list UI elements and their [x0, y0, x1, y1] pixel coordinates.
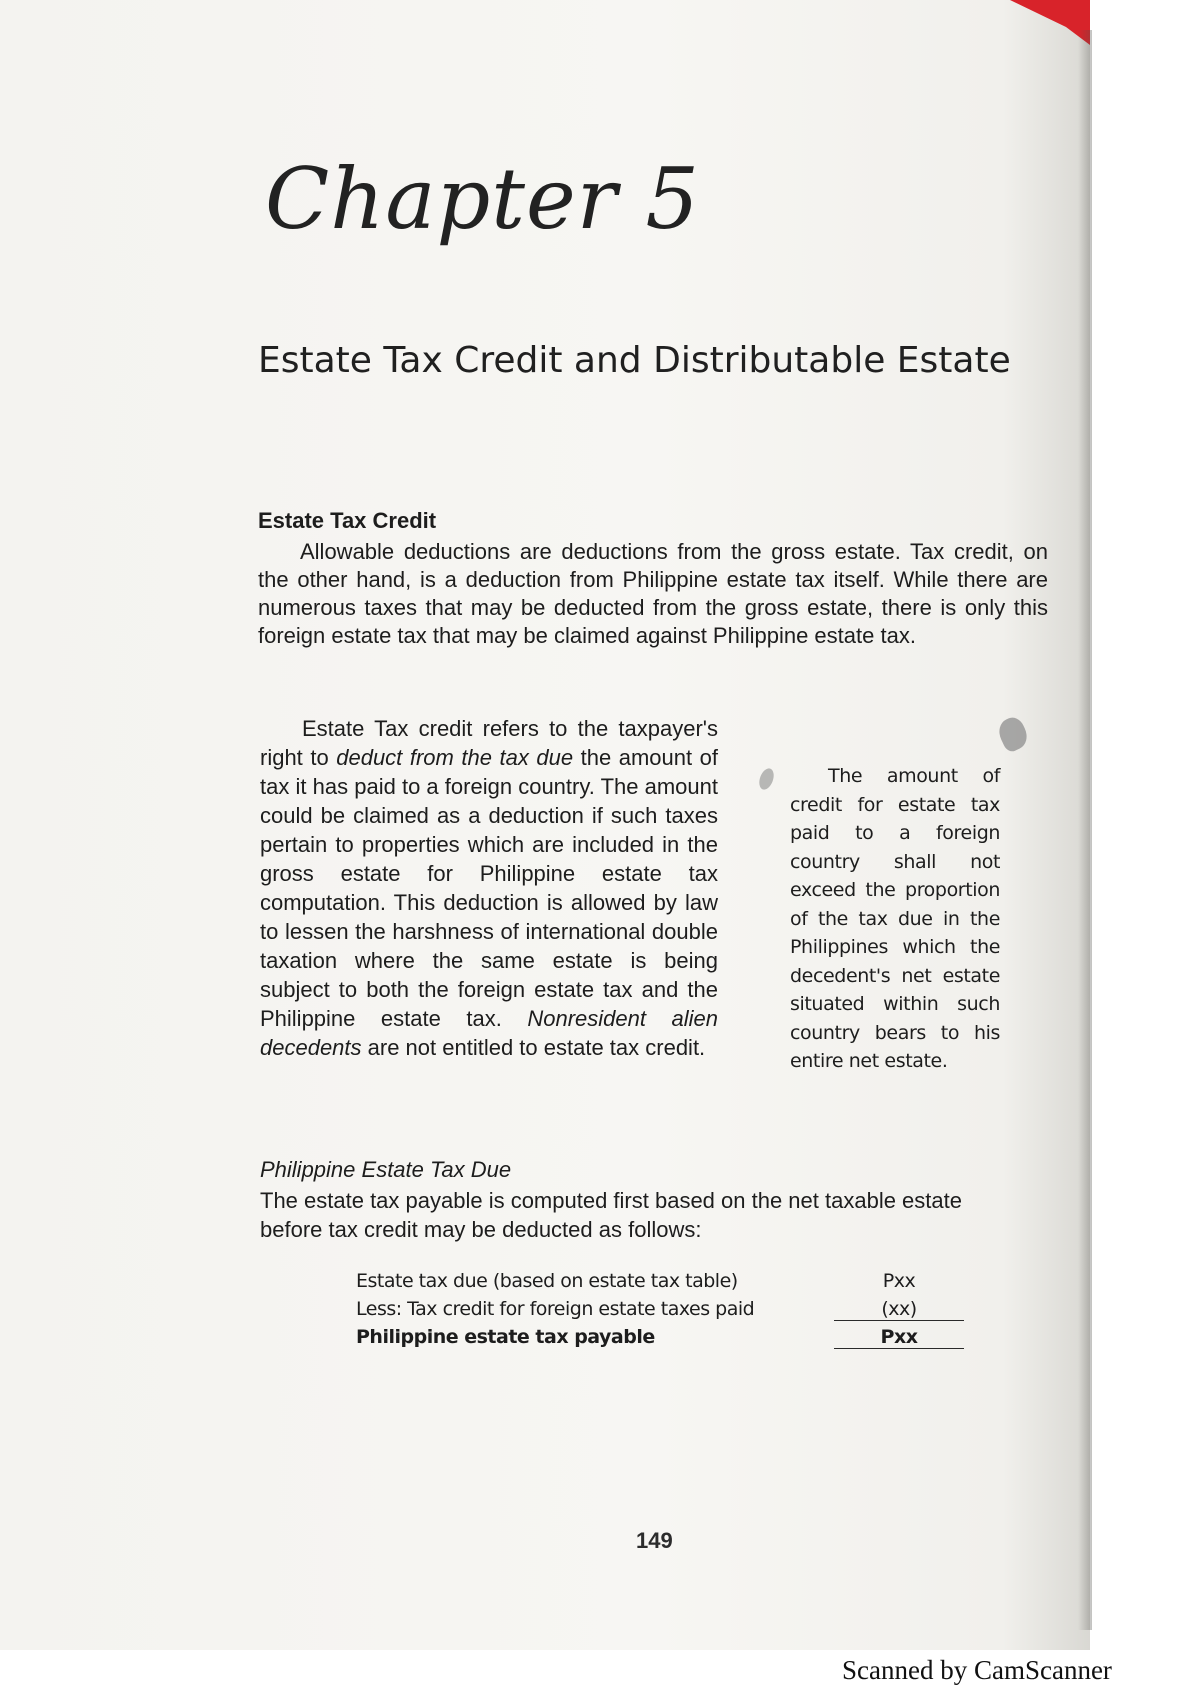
computation-label: Less: Tax credit for foreign estate taxes paid [356, 1298, 755, 1320]
computation-label: Philippine estate tax payable [356, 1326, 655, 1348]
computation-row [356, 1298, 966, 1326]
chapter-title: Estate Tax Credit and Distributable Estate [258, 340, 1011, 381]
decorative-mark [994, 714, 1031, 754]
body-emphasis: Nonresident alien decedents [260, 1006, 718, 1060]
body-text-part: the amount of tax it has paid to a foreign country. The amount could be claimed as a deduction if such taxes pertain to properties which are included in the gross estate for Philippine estate tax computation. This deduction is allowed by law to lessen the harshness of international double taxation where the same estate is being subject to both the foreign estate tax and the Philippine estate tax. [260, 745, 719, 1031]
intro-paragraph: Allowable deductions are deductions from the gross estate. Tax credit, on the other hand, is a deduction from Philippine estate tax itself. While there are numerous taxes that may be deducted from the gross estate, there is only this foreign estate tax that may be claimed against Philippine estate tax. [258, 539, 1048, 648]
subsection-heading: Philippine Estate Tax Due [260, 1157, 512, 1182]
body-emphasis: deduct from the tax due [336, 745, 574, 770]
computation-table [356, 1270, 966, 1354]
subsection-paragraph: The estate tax payable is computed first based on the net taxable estate before tax credit may be deducted as follows: [260, 1188, 962, 1242]
page-number: 149 [636, 1528, 673, 1553]
computation-label: Estate tax due (based on estate tax table) [356, 1270, 738, 1292]
computation-row [356, 1270, 966, 1298]
computation-amount: (xx) [834, 1298, 964, 1321]
scanner-watermark: Scanned by CamScanner [842, 1655, 1112, 1685]
decorative-mark [757, 766, 777, 791]
computation-amount: Pxx [834, 1326, 964, 1349]
section-heading: Estate Tax Credit [258, 508, 437, 533]
computation-amount: Pxx [882, 1270, 916, 1292]
body-text-part: Estate Tax credit refers to the taxpayer's right to [260, 716, 718, 770]
body-paragraph [260, 714, 718, 1062]
page-edge-shadow [1078, 30, 1092, 1630]
chapter-label: Chapter 5 [265, 150, 700, 248]
computation-total-row [356, 1326, 966, 1354]
sidebar-note: The amount of credit for estate tax paid to a foreign country shall not exceed the proportion of the tax due in the Philippines which the decedent's net estate situated within such country bears to his entire net estate. [790, 765, 1000, 1072]
body-text-part: are not entitled to estate tax credit. [361, 1035, 706, 1060]
